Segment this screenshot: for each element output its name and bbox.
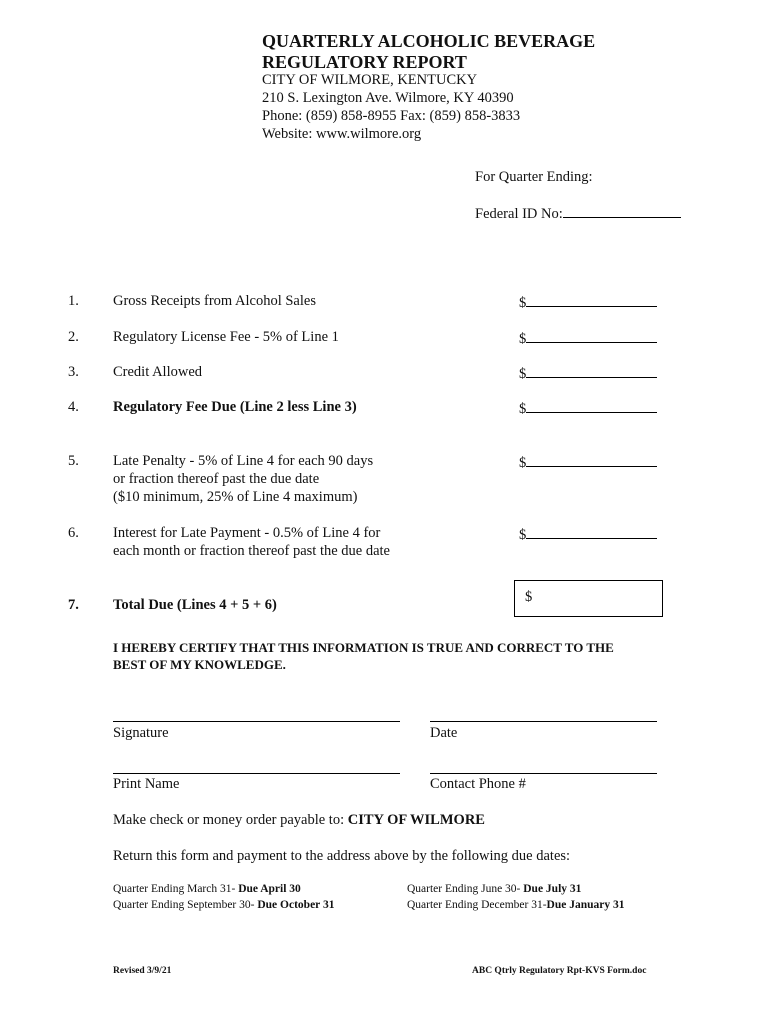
line-number: 5.	[68, 453, 79, 469]
amount-field[interactable]	[519, 328, 657, 348]
amount-field[interactable]	[519, 292, 657, 312]
amount-blank[interactable]	[526, 524, 657, 539]
signature-label: Signature	[113, 725, 169, 741]
payable-text	[113, 811, 485, 829]
payable-prefix: Make check or money order payable to:	[113, 812, 348, 828]
dollar-sign: $	[519, 527, 527, 543]
due-date-prefix: Quarter Ending December 31-	[407, 899, 547, 911]
payable-to: CITY OF WILMORE	[347, 812, 485, 828]
line-number: 6.	[68, 525, 79, 541]
due-date-value: Due April 30	[238, 883, 301, 895]
line-number: 1.	[68, 293, 79, 309]
print-name-label: Print Name	[113, 776, 180, 792]
due-date-value: Due January 31	[546, 899, 625, 911]
amount-field[interactable]	[519, 398, 657, 418]
signature-line[interactable]	[113, 721, 400, 722]
line-text: Late Penalty - 5% of Line 4 for each 90 days	[113, 453, 374, 469]
total-due-box[interactable]	[514, 580, 663, 617]
website: Website: www.wilmore.org	[262, 126, 422, 142]
city-name: CITY OF WILMORE, KENTUCKY	[262, 72, 478, 88]
dollar-sign: $	[519, 455, 527, 471]
due-date-item	[407, 881, 581, 897]
due-date-prefix: Quarter Ending September 30-	[113, 899, 258, 911]
form-title-line2: REGULATORY REPORT	[262, 52, 467, 72]
amount-field[interactable]	[519, 524, 657, 544]
street-address: 210 S. Lexington Ave. Wilmore, KY 40390	[262, 90, 514, 106]
print-name-line[interactable]	[113, 773, 400, 774]
certify-line2: BEST OF MY KNOWLEDGE.	[113, 657, 286, 672]
revised-date: Revised 3/9/21	[113, 966, 172, 976]
amount-blank[interactable]	[526, 292, 657, 307]
dollar-sign: $	[519, 331, 527, 347]
line-text: Credit Allowed	[113, 364, 203, 380]
due-date-value: Due July 31	[523, 883, 582, 895]
amount-field[interactable]	[519, 452, 657, 472]
line-text: or fraction thereof past the due date	[113, 471, 320, 487]
dollar-sign: $	[519, 366, 527, 382]
due-date-prefix: Quarter Ending June 30-	[407, 883, 524, 895]
due-date-value: Due October 31	[257, 899, 335, 911]
total-due-label: Total Due (Lines 4 + 5 + 6)	[113, 597, 277, 613]
amount-blank[interactable]	[526, 363, 657, 378]
file-name: ABC Qtrly Regulatory Rpt-KVS Form.doc	[472, 966, 647, 976]
line-text: Regulatory License Fee - 5% of Line 1	[113, 329, 339, 345]
line-number: 7.	[68, 597, 79, 613]
line-number: 2.	[68, 329, 79, 345]
amount-blank[interactable]	[526, 328, 657, 343]
amount-blank[interactable]	[526, 452, 657, 467]
phone-fax: Phone: (859) 858-8955 Fax: (859) 858-3833	[262, 108, 521, 124]
federal-id-field[interactable]	[475, 203, 681, 223]
line-text: each month or fraction thereof past the due date	[113, 543, 390, 559]
due-date-prefix: Quarter Ending March 31-	[113, 883, 239, 895]
certify-line1: I HEREBY CERTIFY THAT THIS INFORMATION IS TRUE AND CORRECT TO THE	[113, 640, 614, 655]
contact-phone-label: Contact Phone #	[430, 776, 526, 792]
federal-id-blank[interactable]	[563, 203, 681, 218]
date-label: Date	[430, 725, 458, 741]
line-number: 4.	[68, 399, 79, 415]
amount-blank[interactable]	[526, 398, 657, 413]
due-date-item	[407, 897, 625, 913]
line-number: 3.	[68, 364, 79, 380]
line-text: Interest for Late Payment - 0.5% of Line 4 for	[113, 525, 381, 541]
dollar-sign: $	[525, 589, 533, 605]
amount-field[interactable]	[519, 363, 657, 383]
due-date-item	[113, 897, 334, 913]
dollar-sign: $	[519, 295, 527, 311]
line-text: Gross Receipts from Alcohol Sales	[113, 293, 316, 309]
federal-id-label: Federal ID No:	[475, 206, 563, 222]
due-date-item	[113, 881, 301, 897]
quarter-ending-label: For Quarter Ending:	[475, 169, 593, 185]
contact-phone-line[interactable]	[430, 773, 657, 774]
dollar-sign: $	[519, 401, 527, 417]
return-instructions: Return this form and payment to the address above by the following due dates:	[113, 848, 571, 864]
form-title-line1: QUARTERLY ALCOHOLIC BEVERAGE	[262, 31, 596, 51]
line-text: ($10 minimum, 25% of Line 4 maximum)	[113, 489, 358, 505]
date-line[interactable]	[430, 721, 657, 722]
line-text: Regulatory Fee Due (Line 2 less Line 3)	[113, 399, 357, 415]
